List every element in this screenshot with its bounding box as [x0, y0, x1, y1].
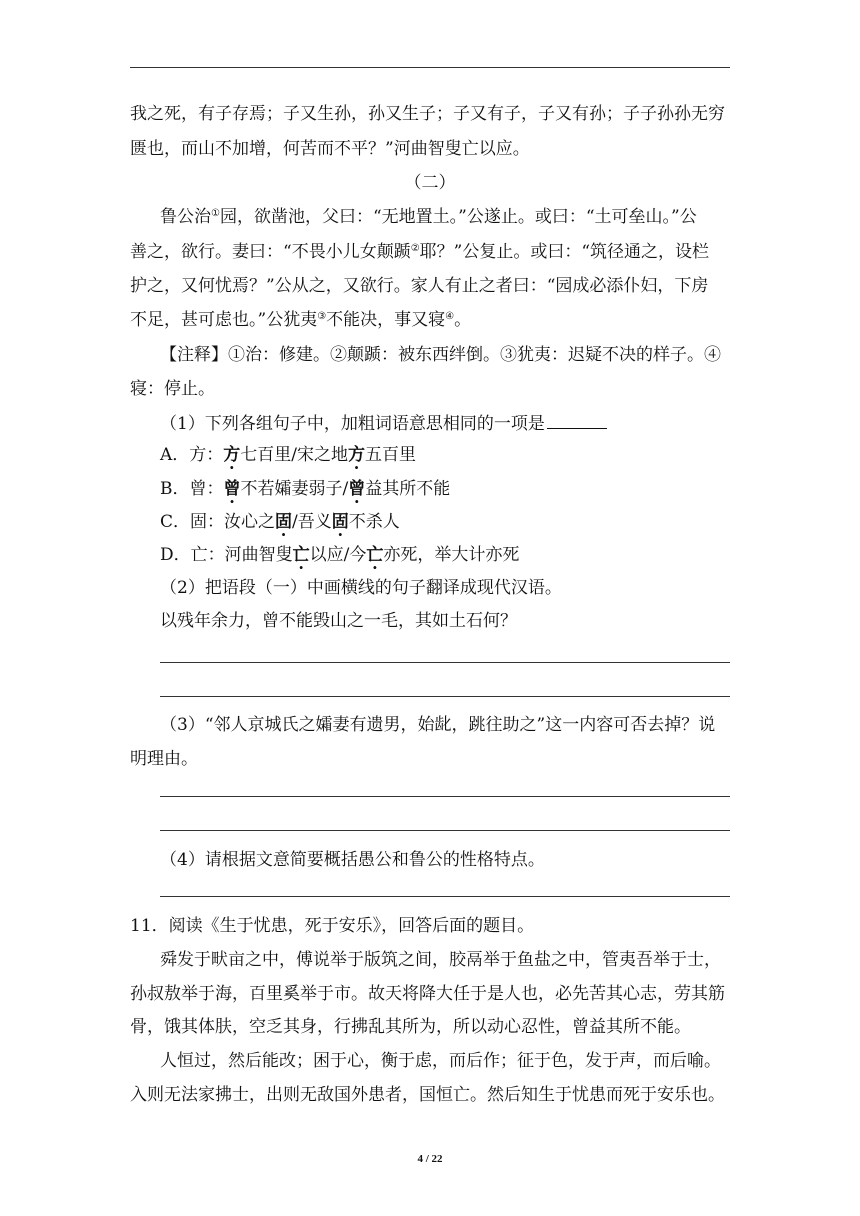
- passage-line: 不足，甚可虑也。”公犹夷③不能决，事又寝④。: [130, 310, 472, 330]
- option-d: D．亡：河曲智叟亡以应/今亡亦死，举大计亦死: [160, 545, 520, 565]
- passage-line: 入则无法家拂士，出则无敌国外患者，国恒亡。然后知生于忧患而死于安乐也。: [130, 1085, 725, 1105]
- passage-line: 鲁公治①园，欲凿池，父曰：“无地置土。”公遂止。或曰：“土可垒山。”公: [160, 207, 697, 227]
- answer-line[interactable]: [160, 662, 730, 663]
- option-b: B．曾：曾不若孀妻弱子/曾益其所不能: [160, 479, 451, 499]
- section-heading: （二）: [404, 173, 456, 193]
- passage-line: 护之，又何忧焉？”公从之，又欲行。家人有止之者曰：“园成必添仆妇，下房: [130, 276, 709, 296]
- question-1: （1）下列各组句子中，加粗词语意思相同的一项是: [160, 414, 607, 433]
- question-11: 11．阅读《生于忧患，死于安乐》，回答后面的题目。: [130, 916, 535, 936]
- page-number: 4 / 22: [417, 1153, 443, 1165]
- answer-line[interactable]: [160, 896, 730, 897]
- question-2-sentence: 以残年余力，曾不能毁山之一毛，其如土石何？: [160, 611, 517, 631]
- answer-line[interactable]: [160, 696, 730, 697]
- text-line: 匮也，而山不加增，何苦而不平？”河曲智叟亡以应。: [130, 139, 530, 159]
- passage-line: 人恒过，然后能改；困于心，衡于虑，而后作；征于色，发于声，而后喻。: [160, 1051, 721, 1071]
- question-3: （3）“邻人京城氏之孀妻有遗男，始龀，跳往助之”这一内容可否去掉？说: [160, 715, 716, 735]
- passage-line: 骨，饿其体肤，空乏其身，行拂乱其所为，所以动心忍性，曾益其所不能。: [130, 1017, 691, 1037]
- answer-blank[interactable]: [547, 414, 607, 429]
- notes: 寝：停止。: [130, 379, 215, 399]
- option-c: C．固：汝心之固/吾义固不杀人: [160, 512, 400, 532]
- question-3: 明理由。: [130, 749, 198, 769]
- question-4: （4）请根据文意简要概括愚公和鲁公的性格特点。: [160, 850, 545, 870]
- option-a: A．方：方七百里/宋之地方五百里: [160, 445, 417, 465]
- passage-line: 孙叔敖举于海，百里奚举于市。故天将降大任于是人也，必先苦其心志，劳其筋: [130, 984, 725, 1004]
- passage-line: 舜发于畎亩之中，傅说举于版筑之间，胶鬲举于鱼盐之中，管夷吾举于士，: [160, 950, 721, 970]
- answer-line[interactable]: [160, 796, 730, 797]
- answer-line[interactable]: [160, 830, 730, 831]
- passage-line: 善之，欲行。妻曰：“不畏小儿女颠踬②耶？”公复止。或曰：“筑径通之，设栏: [130, 242, 710, 262]
- notes: 【注释】①治：修建。②颠踬：被东西绊倒。③犹夷：迟疑不决的样子。④: [160, 345, 721, 365]
- header-rule: [130, 67, 730, 68]
- question-2: （2）把语段（一）中画横线的句子翻译成现代汉语。: [160, 578, 562, 598]
- text-line: 我之死，有子存焉；子又生孙，孙又生子；子又有子，子又有孙；子子孙孙无穷: [130, 104, 725, 124]
